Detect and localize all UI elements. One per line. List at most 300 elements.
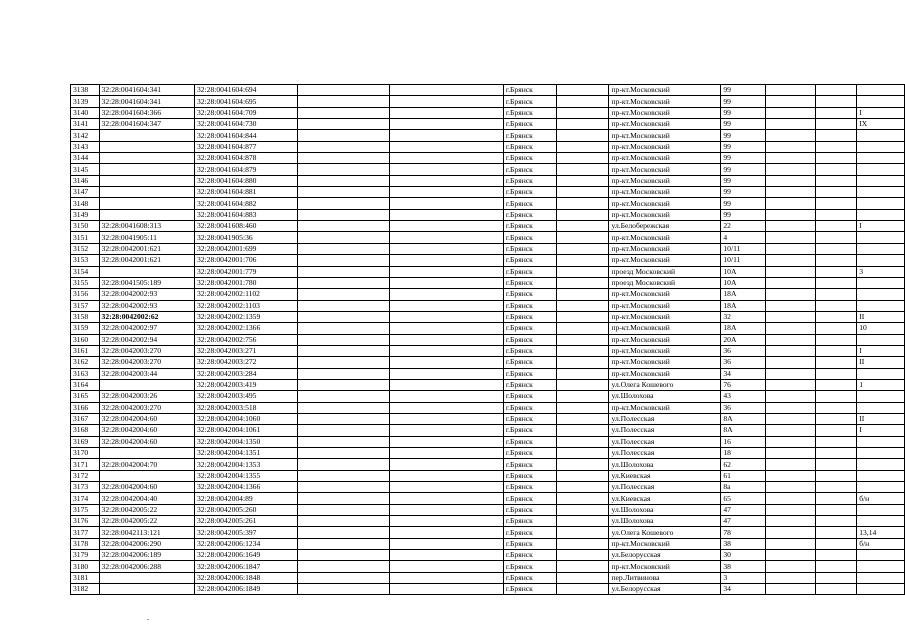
street-cell: ул.Шолохова <box>609 516 721 527</box>
empty-cell <box>816 550 857 561</box>
cadastral-object-cell: 32:28:0042004:1353 <box>194 459 297 470</box>
table-row <box>71 243 905 254</box>
row-number-cell: 3163 <box>71 368 100 379</box>
row-number-cell: 3146 <box>71 175 100 186</box>
empty-cell <box>390 141 504 152</box>
cadastral-object-cell: 32:28:0041905:36 <box>194 232 297 243</box>
empty-cell <box>298 448 390 459</box>
cadastral-object-cell: 32:28:0042003:495 <box>194 391 297 402</box>
empty-cell <box>390 243 504 254</box>
street-cell: пр-кт.Московский <box>609 561 721 572</box>
table-row <box>71 221 905 232</box>
empty-cell <box>816 504 857 515</box>
empty-cell <box>816 482 857 493</box>
empty-cell <box>766 448 816 459</box>
city-cell: г.Брянск <box>503 323 556 334</box>
street-cell: ул.Олега Кошевого <box>609 379 721 390</box>
empty-cell <box>298 311 390 322</box>
cadastral-object-cell: 32:28:0041604:878 <box>194 153 297 164</box>
street-cell: пр-кт.Московский <box>609 402 721 413</box>
table-row <box>71 425 905 436</box>
street-cell: пер.Литвинова <box>609 572 721 583</box>
table-row <box>71 504 905 515</box>
cadastral-object-cell: 32:28:0042001:699 <box>194 243 297 254</box>
empty-cell <box>766 209 816 220</box>
table-row <box>71 187 905 198</box>
empty-cell <box>766 289 816 300</box>
cadastral-parcel-cell: 32:28:0042002:62 <box>99 311 194 322</box>
empty-cell <box>390 425 504 436</box>
city-cell: г.Брянск <box>503 572 556 583</box>
row-number-cell: 3170 <box>71 448 100 459</box>
cadastral-parcel-cell: 32:28:0042004:60 <box>99 482 194 493</box>
city-cell: г.Брянск <box>503 187 556 198</box>
empty-cell <box>390 334 504 345</box>
empty-cell <box>390 266 504 277</box>
row-number-cell: 3181 <box>71 572 100 583</box>
empty-cell <box>556 141 609 152</box>
table-row <box>71 550 905 561</box>
empty-cell <box>390 221 504 232</box>
house-number-cell: 99 <box>721 164 766 175</box>
row-number-cell: 3166 <box>71 402 100 413</box>
empty-cell <box>816 402 857 413</box>
house-number-cell: 99 <box>721 209 766 220</box>
house-number-cell: 10А <box>721 266 766 277</box>
premises-cell <box>857 334 905 345</box>
city-cell: г.Брянск <box>503 459 556 470</box>
house-number-cell: 76 <box>721 379 766 390</box>
table-row <box>71 402 905 413</box>
row-number-cell: 3141 <box>71 119 100 130</box>
cadastral-object-cell: 32:28:0041608:460 <box>194 221 297 232</box>
street-cell: ул.Киевская <box>609 470 721 481</box>
row-number-cell: 3164 <box>71 379 100 390</box>
empty-cell <box>298 572 390 583</box>
empty-cell <box>298 221 390 232</box>
register-table <box>70 84 905 595</box>
street-cell: пр-кт.Московский <box>609 209 721 220</box>
empty-cell <box>298 504 390 515</box>
cadastral-object-cell: 32:28:0041604:695 <box>194 96 297 107</box>
table-row <box>71 107 905 118</box>
empty-cell <box>390 459 504 470</box>
row-number-cell: 3175 <box>71 504 100 515</box>
house-number-cell: 38 <box>721 538 766 549</box>
empty-cell <box>816 289 857 300</box>
empty-cell <box>298 243 390 254</box>
empty-cell <box>556 232 609 243</box>
empty-cell <box>816 153 857 164</box>
table-row <box>71 323 905 334</box>
table-row <box>71 527 905 538</box>
empty-cell <box>816 300 857 311</box>
house-number-cell: 18А <box>721 300 766 311</box>
premises-cell: 3 <box>857 266 905 277</box>
empty-cell <box>816 232 857 243</box>
row-number-cell: 3176 <box>71 516 100 527</box>
empty-cell <box>816 266 857 277</box>
empty-cell <box>298 334 390 345</box>
house-number-cell: 43 <box>721 391 766 402</box>
empty-cell <box>556 425 609 436</box>
cadastral-parcel-cell: 32:28:0042002:97 <box>99 323 194 334</box>
street-cell: пр-кт.Московский <box>609 198 721 209</box>
cadastral-parcel-cell <box>99 448 194 459</box>
house-number-cell: 18А <box>721 289 766 300</box>
empty-cell <box>390 584 504 595</box>
table-row <box>71 436 905 447</box>
empty-cell <box>556 357 609 368</box>
table-row <box>71 448 905 459</box>
empty-cell <box>816 243 857 254</box>
house-number-cell: 16 <box>721 436 766 447</box>
cadastral-parcel-cell <box>99 209 194 220</box>
street-cell: ул.Шолохова <box>609 391 721 402</box>
premises-cell <box>857 232 905 243</box>
premises-cell: 10 <box>857 323 905 334</box>
empty-cell <box>766 198 816 209</box>
empty-cell <box>298 527 390 538</box>
empty-cell <box>390 368 504 379</box>
row-number-cell: 3155 <box>71 277 100 288</box>
empty-cell <box>816 345 857 356</box>
cadastral-object-cell: 32:28:0042003:272 <box>194 357 297 368</box>
empty-cell <box>390 345 504 356</box>
empty-cell <box>298 550 390 561</box>
premises-cell <box>857 516 905 527</box>
table-row <box>71 96 905 107</box>
empty-cell <box>390 198 504 209</box>
empty-cell <box>556 448 609 459</box>
empty-cell <box>766 232 816 243</box>
empty-cell <box>390 277 504 288</box>
cadastral-object-cell: 32:28:0041604:877 <box>194 141 297 152</box>
empty-cell <box>298 391 390 402</box>
cadastral-object-cell: 32:28:0042001:706 <box>194 255 297 266</box>
cadastral-parcel-cell: 32:28:0042003:26 <box>99 391 194 402</box>
empty-cell <box>556 470 609 481</box>
street-cell: ул.Полесская <box>609 436 721 447</box>
house-number-cell: 78 <box>721 527 766 538</box>
empty-cell <box>298 277 390 288</box>
empty-cell <box>556 277 609 288</box>
empty-cell <box>556 493 609 504</box>
empty-cell <box>766 345 816 356</box>
cadastral-object-cell: 32:28:0041604:883 <box>194 209 297 220</box>
empty-cell <box>816 323 857 334</box>
city-cell: г.Брянск <box>503 504 556 515</box>
empty-cell <box>390 255 504 266</box>
empty-cell <box>766 459 816 470</box>
empty-cell <box>816 175 857 186</box>
table-row <box>71 368 905 379</box>
empty-cell <box>298 187 390 198</box>
empty-cell <box>556 368 609 379</box>
city-cell: г.Брянск <box>503 300 556 311</box>
empty-cell <box>766 391 816 402</box>
city-cell: г.Брянск <box>503 232 556 243</box>
empty-cell <box>556 527 609 538</box>
empty-cell <box>298 516 390 527</box>
table-row <box>71 141 905 152</box>
empty-cell <box>816 221 857 232</box>
empty-cell <box>766 357 816 368</box>
table-row <box>71 277 905 288</box>
empty-cell <box>766 584 816 595</box>
city-cell: г.Брянск <box>503 107 556 118</box>
empty-cell <box>298 482 390 493</box>
cadastral-parcel-cell: 32:28:0041604:341 <box>99 96 194 107</box>
premises-cell: II <box>857 311 905 322</box>
row-number-cell: 3177 <box>71 527 100 538</box>
cadastral-parcel-cell: 32:28:0042005:22 <box>99 516 194 527</box>
house-number-cell: 10А <box>721 277 766 288</box>
house-number-cell: 8а <box>721 482 766 493</box>
table-row <box>71 538 905 549</box>
empty-cell <box>390 504 504 515</box>
city-cell: г.Брянск <box>503 141 556 152</box>
house-number-cell: 65 <box>721 493 766 504</box>
cadastral-object-cell: 32:28:0042002:1103 <box>194 300 297 311</box>
row-number-cell: 3157 <box>71 300 100 311</box>
row-number-cell: 3139 <box>71 96 100 107</box>
empty-cell <box>766 425 816 436</box>
premises-cell <box>857 187 905 198</box>
empty-cell <box>556 584 609 595</box>
table-row <box>71 289 905 300</box>
cadastral-object-cell: 32:28:0042001:780 <box>194 277 297 288</box>
street-cell: пр-кт.Московский <box>609 130 721 141</box>
cadastral-parcel-cell: 32:28:0042006:290 <box>99 538 194 549</box>
cadastral-object-cell: 32:28:0041604:881 <box>194 187 297 198</box>
house-number-cell: 4 <box>721 232 766 243</box>
row-number-cell: 3182 <box>71 584 100 595</box>
city-cell: г.Брянск <box>503 584 556 595</box>
house-number-cell: 99 <box>721 187 766 198</box>
empty-cell <box>298 561 390 572</box>
premises-cell: I <box>857 345 905 356</box>
city-cell: г.Брянск <box>503 130 556 141</box>
empty-cell <box>556 572 609 583</box>
city-cell: г.Брянск <box>503 209 556 220</box>
house-number-cell: 62 <box>721 459 766 470</box>
cadastral-parcel-cell <box>99 130 194 141</box>
premises-cell: I <box>857 425 905 436</box>
empty-cell <box>816 538 857 549</box>
empty-cell <box>390 209 504 220</box>
empty-cell <box>766 334 816 345</box>
empty-cell <box>298 470 390 481</box>
premises-cell <box>857 85 905 96</box>
table-row <box>71 300 905 311</box>
city-cell: г.Брянск <box>503 448 556 459</box>
empty-cell <box>390 561 504 572</box>
premises-cell <box>857 391 905 402</box>
row-number-cell: 3168 <box>71 425 100 436</box>
empty-cell <box>766 470 816 481</box>
empty-cell <box>766 311 816 322</box>
street-cell: пр-кт.Московский <box>609 175 721 186</box>
table-row <box>71 164 905 175</box>
city-cell: г.Брянск <box>503 345 556 356</box>
cadastral-parcel-cell <box>99 164 194 175</box>
cadastral-object-cell: 32:28:0042004:1351 <box>194 448 297 459</box>
row-number-cell: 3156 <box>71 289 100 300</box>
cadastral-parcel-cell <box>99 153 194 164</box>
house-number-cell: 10/11 <box>721 243 766 254</box>
cadastral-parcel-cell: 32:28:0041604:347 <box>99 119 194 130</box>
cadastral-parcel-cell: 32:28:0042004:70 <box>99 459 194 470</box>
empty-cell <box>766 413 816 424</box>
cadastral-object-cell: 32:28:0041604:880 <box>194 175 297 186</box>
city-cell: г.Брянск <box>503 527 556 538</box>
city-cell: г.Брянск <box>503 85 556 96</box>
table-row <box>71 255 905 266</box>
premises-cell <box>857 277 905 288</box>
house-number-cell: 36 <box>721 345 766 356</box>
empty-cell <box>766 96 816 107</box>
empty-cell <box>390 357 504 368</box>
empty-cell <box>390 402 504 413</box>
empty-cell <box>816 277 857 288</box>
empty-cell <box>766 266 816 277</box>
empty-cell <box>556 164 609 175</box>
premises-cell <box>857 164 905 175</box>
city-cell: г.Брянск <box>503 516 556 527</box>
empty-cell <box>298 357 390 368</box>
table-row <box>71 345 905 356</box>
house-number-cell: 36 <box>721 357 766 368</box>
empty-cell <box>816 198 857 209</box>
cadastral-object-cell: 32:28:0041604:879 <box>194 164 297 175</box>
cadastral-parcel-cell: 32:28:0042003:44 <box>99 368 194 379</box>
empty-cell <box>556 85 609 96</box>
table-row <box>71 266 905 277</box>
house-number-cell: 47 <box>721 504 766 515</box>
empty-cell <box>816 187 857 198</box>
empty-cell <box>556 311 609 322</box>
premises-cell: I <box>857 221 905 232</box>
row-number-cell: 3172 <box>71 470 100 481</box>
empty-cell <box>298 323 390 334</box>
table-row <box>71 572 905 583</box>
empty-cell <box>390 187 504 198</box>
row-number-cell: 3159 <box>71 323 100 334</box>
premises-cell <box>857 482 905 493</box>
empty-cell <box>766 527 816 538</box>
row-number-cell: 3169 <box>71 436 100 447</box>
premises-cell <box>857 561 905 572</box>
empty-cell <box>390 323 504 334</box>
row-number-cell: 3154 <box>71 266 100 277</box>
table-row <box>71 198 905 209</box>
empty-cell <box>390 232 504 243</box>
city-cell: г.Брянск <box>503 164 556 175</box>
empty-cell <box>556 175 609 186</box>
premises-cell <box>857 289 905 300</box>
premises-cell <box>857 209 905 220</box>
row-number-cell: 3165 <box>71 391 100 402</box>
empty-cell <box>556 334 609 345</box>
cadastral-parcel-cell: 32:28:0042004:40 <box>99 493 194 504</box>
house-number-cell: 18 <box>721 448 766 459</box>
table-row <box>71 482 905 493</box>
city-cell: г.Брянск <box>503 175 556 186</box>
cadastral-object-cell: 32:28:0042005:260 <box>194 504 297 515</box>
premises-cell <box>857 436 905 447</box>
empty-cell <box>766 482 816 493</box>
street-cell: пр-кт.Московский <box>609 153 721 164</box>
empty-cell <box>816 516 857 527</box>
premises-cell <box>857 141 905 152</box>
cadastral-object-cell: 32:28:0042003:284 <box>194 368 297 379</box>
empty-cell <box>390 493 504 504</box>
cadastral-parcel-cell: 32:28:0042003:270 <box>99 345 194 356</box>
row-number-cell: 3174 <box>71 493 100 504</box>
street-cell: пр-кт.Московский <box>609 289 721 300</box>
street-cell: пр-кт.Московский <box>609 243 721 254</box>
premises-cell <box>857 130 905 141</box>
row-number-cell: 3162 <box>71 357 100 368</box>
table-row <box>71 413 905 424</box>
table-row <box>71 357 905 368</box>
empty-cell <box>298 584 390 595</box>
row-number-cell: 3160 <box>71 334 100 345</box>
empty-cell <box>390 289 504 300</box>
house-number-cell: 47 <box>721 516 766 527</box>
empty-cell <box>298 402 390 413</box>
empty-cell <box>390 550 504 561</box>
empty-cell <box>766 561 816 572</box>
row-number-cell: 3180 <box>71 561 100 572</box>
empty-cell <box>556 243 609 254</box>
street-cell: пр-кт.Московский <box>609 255 721 266</box>
city-cell: г.Брянск <box>503 413 556 424</box>
row-number-cell: 3158 <box>71 311 100 322</box>
empty-cell <box>816 459 857 470</box>
cadastral-object-cell: 32:28:0042006:1848 <box>194 572 297 583</box>
row-number-cell: 3150 <box>71 221 100 232</box>
empty-cell <box>556 119 609 130</box>
street-cell: ул.Полесская <box>609 413 721 424</box>
street-cell: ул.Белорусская <box>609 550 721 561</box>
street-cell: проезд Московский <box>609 266 721 277</box>
premises-cell: 1 <box>857 379 905 390</box>
house-number-cell: 36 <box>721 402 766 413</box>
empty-cell <box>556 153 609 164</box>
street-cell: пр-кт.Московский <box>609 96 721 107</box>
empty-cell <box>556 504 609 515</box>
cadastral-object-cell: 32:28:0042003:518 <box>194 402 297 413</box>
empty-cell <box>298 209 390 220</box>
premises-cell <box>857 504 905 515</box>
street-cell: пр-кт.Московский <box>609 107 721 118</box>
empty-cell <box>390 527 504 538</box>
premises-cell: I <box>857 107 905 118</box>
street-cell: ул.Полесская <box>609 448 721 459</box>
empty-cell <box>298 153 390 164</box>
empty-cell <box>556 516 609 527</box>
empty-cell <box>298 345 390 356</box>
house-number-cell: 99 <box>721 130 766 141</box>
empty-cell <box>556 459 609 470</box>
city-cell: г.Брянск <box>503 277 556 288</box>
house-number-cell: 99 <box>721 153 766 164</box>
row-number-cell: 3152 <box>71 243 100 254</box>
cadastral-object-cell: 32:28:0041604:730 <box>194 119 297 130</box>
cadastral-object-cell: 32:28:0042003:419 <box>194 379 297 390</box>
